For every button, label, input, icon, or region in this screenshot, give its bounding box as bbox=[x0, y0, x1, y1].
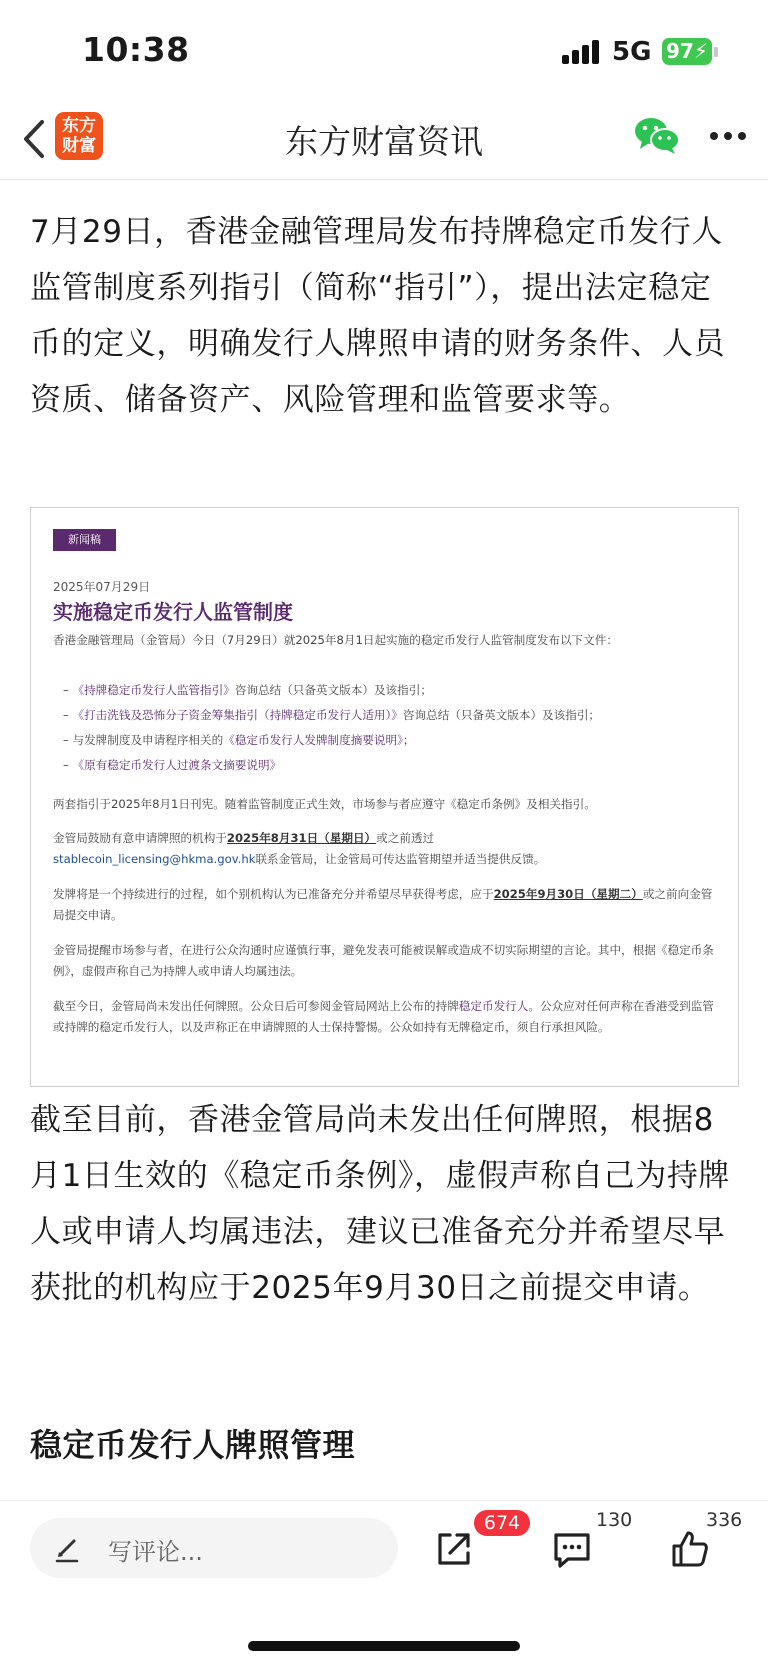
press-paragraph-4: 金管局提醒市场参与者，在进行公众沟通时应谨慎行事，避免发表可能被误解或造成不切实际期望的言论。其中，根据《稳定币条例》，虚假声称自己为持牌人或申请人均属违法。 bbox=[53, 943, 714, 978]
wechat-icon bbox=[634, 116, 680, 156]
logo-line-2: 财富 bbox=[62, 136, 96, 156]
press-intro: 香港金融管理局（金管局）今日（7月29日）就2025年8月1日起实施的稳定币发行人监管制度发布以下文件： bbox=[53, 633, 618, 647]
battery-level: 97 bbox=[666, 39, 694, 63]
network-type: 5G bbox=[612, 37, 652, 67]
comment-placeholder: 写评论... bbox=[108, 1538, 203, 1566]
press-bullet: – 《打击洗钱及恐怖分子资金筹集指引（持牌稳定币发行人适用）》咨询总结（只备英文版本）及该指引； bbox=[63, 708, 601, 722]
share-button[interactable] bbox=[426, 1521, 482, 1577]
more-dot-icon bbox=[710, 132, 718, 140]
press-date: 2025年07月29日 bbox=[53, 580, 151, 594]
press-title: 实施稳定币发行人监管制度 bbox=[53, 600, 293, 624]
section-heading: 稳定币发行人牌照管理 bbox=[30, 1426, 356, 1464]
comments-button[interactable] bbox=[544, 1521, 600, 1577]
comment-input[interactable] bbox=[30, 1518, 398, 1578]
wechat-share-button[interactable] bbox=[634, 116, 680, 156]
more-dot-icon bbox=[724, 132, 732, 140]
press-release-image[interactable] bbox=[30, 507, 739, 1087]
more-dot-icon bbox=[738, 132, 746, 140]
comment-count: 130 bbox=[596, 1509, 633, 1531]
comment-icon bbox=[550, 1527, 594, 1571]
page-title: 东方财富资讯 bbox=[285, 122, 483, 161]
home-indicator bbox=[248, 1641, 520, 1651]
press-bullet: – 《原有稳定币发行人过渡条文摘要说明》 bbox=[63, 758, 282, 772]
nav-bar bbox=[0, 100, 768, 180]
logo-line-1: 东方 bbox=[62, 116, 96, 136]
press-paragraph-1: 两套指引于2025年8月1日刊宪。随着监管制度正式生效，市场参与者应遵守《稳定币条例》及相关指引。 bbox=[53, 797, 596, 811]
press-badge: 新闻稿 bbox=[53, 529, 116, 551]
article-paragraph-2: 截至目前，香港金管局尚未发出任何牌照，根据8月1日生效的《稳定币条例》，虚假声称自己为持牌人或申请人均属违法，建议已准备充分并希望尽早获批的机构应于2025年9月30日之前提交申请。 bbox=[30, 1102, 731, 1306]
like-count: 336 bbox=[706, 1509, 743, 1531]
press-paragraph-5: 截至今日，金管局尚未发出任何牌照。公众日后可参阅金管局网站上公布的持牌稳定币发行人。公众应对任何声称在香港受到监管或持牌的稳定币发行人，以及声称正在申请牌照的人士保持警惕。公众如持有无牌稳定币，须自行承担风险。 bbox=[53, 999, 714, 1034]
pen-icon bbox=[52, 1533, 82, 1563]
bottom-action-bar bbox=[0, 1500, 768, 1663]
press-paragraph-2: 金管局鼓励有意申请牌照的机构于2025年8月31日（星期日）或之前透过 stablecoin_licensing@hkma.gov.hk联系金管局，让金管局可传达监管期望并适当提供反馈。 bbox=[53, 831, 546, 866]
cellular-signal-icon bbox=[562, 40, 602, 64]
clock: 10:38 bbox=[82, 30, 190, 69]
press-bullet: – 与发牌制度及申请程序相关的《稳定币发行人发牌制度摘要说明》； bbox=[63, 733, 415, 747]
press-paragraph-3: 发牌将是一个持续进行的过程，如个别机构认为已准备充分并希望尽早获得考虑，应于2025年9月30日（星期二）或之前向金管局提交申请。 bbox=[53, 887, 713, 922]
share-icon bbox=[432, 1527, 476, 1571]
more-options-button[interactable] bbox=[708, 130, 748, 146]
share-count-badge: 674 bbox=[474, 1510, 530, 1536]
status-bar bbox=[0, 0, 768, 100]
press-bullet: – 《持牌稳定币发行人监管指引》咨询总结（只备英文版本）及该指引； bbox=[63, 683, 432, 697]
battery-cap bbox=[714, 47, 718, 57]
thumbs-up-icon bbox=[668, 1527, 712, 1571]
article-paragraph-1: 7月29日，香港金融管理局发布持牌稳定币发行人监管制度系列指引（简称“指引”），提出法定稳定币的定义，明确发行人牌照申请的财务条件、人员资质、储备资产、风险管理和监管要求等。 bbox=[30, 214, 726, 418]
battery-icon: 97⚡ bbox=[662, 38, 712, 65]
